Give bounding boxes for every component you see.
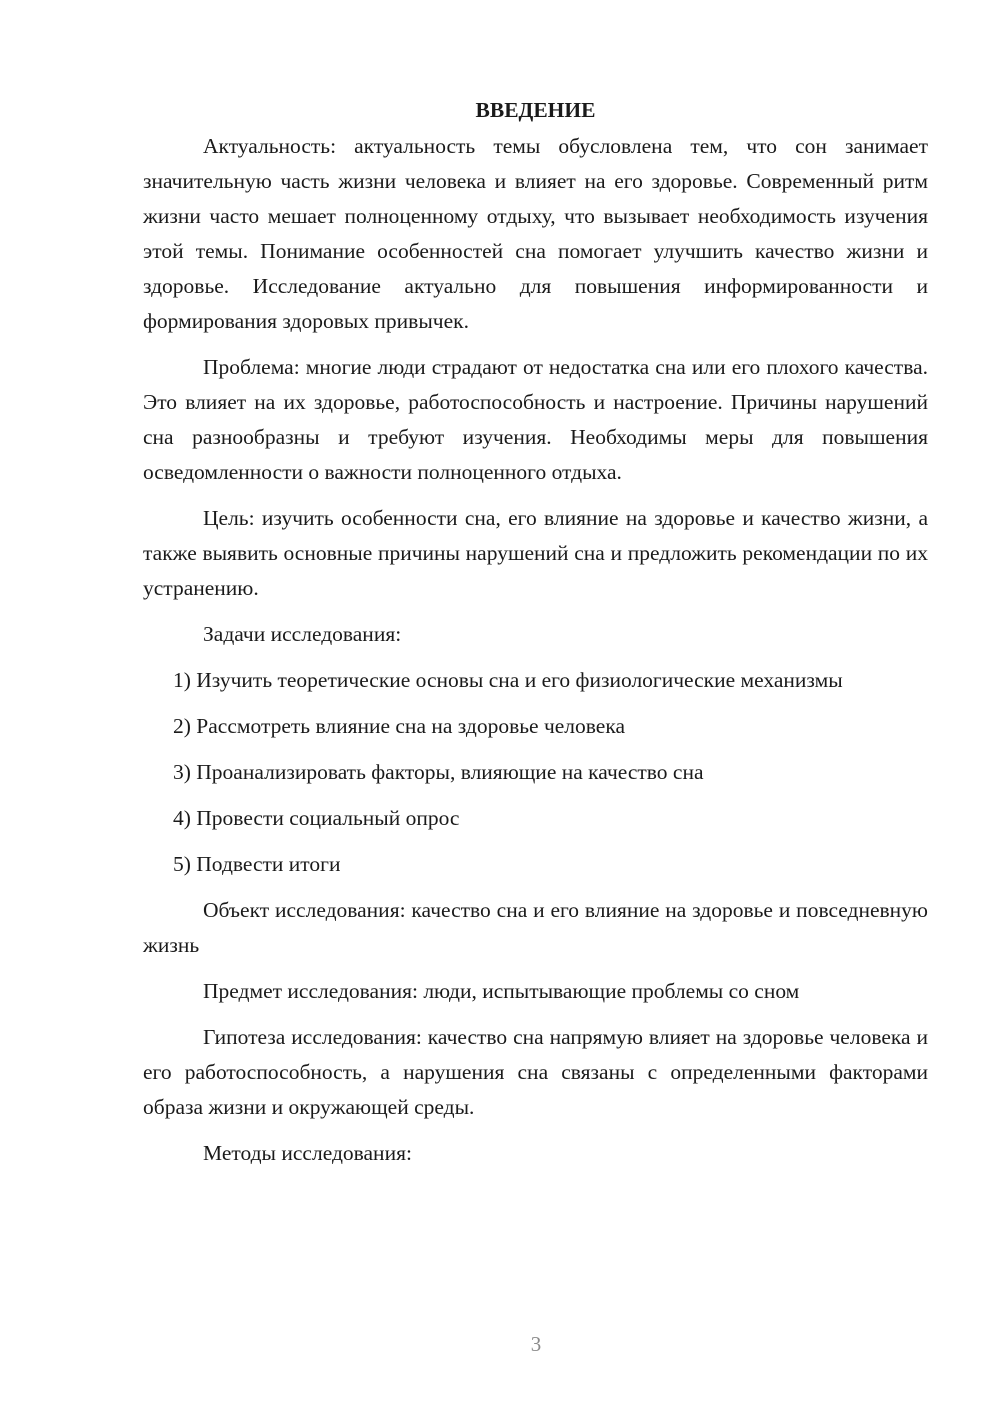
paragraph-relevance: Актуальность: актуальность темы обусловлена тем, что сон занимает значительную часть жизни человека и влияет на его здоровье. Современный ритм жизни часто мешает полноценному отдыху, что вызывает необходимость изучения этой темы. Понимание особенностей сна помогает улучшить качество жизни и здоровье. Исследование актуально для повышения информированности и формирования здоровых привычек. bbox=[143, 134, 928, 333]
task-item: 5) Подвести итоги bbox=[173, 852, 341, 876]
paragraph-hypothesis: Гипотеза исследования: качество сна напрямую влияет на здоровье человека и его работоспособность, а нарушения сна связаны с определенными факторами образа жизни и окружающей среды. bbox=[143, 1025, 928, 1119]
document-page bbox=[143, 92, 928, 1182]
task-item: 4) Провести социальный опрос bbox=[173, 806, 460, 830]
paragraph-subject: Предмет исследования: люди, испытывающие проблемы со сном bbox=[203, 979, 800, 1003]
paragraph-problem: Проблема: многие люди страдают от недостатка сна или его плохого качества. Это влияет на их здоровье, работоспособность и настроение. Причины нарушений сна разнообразны и требуют изучения. Необходимы меры для повышения осведомленности о важности полноценного отдыха. bbox=[143, 355, 928, 484]
task-item: 1) Изучить теоретические основы сна и его физиологические механизмы bbox=[173, 668, 843, 692]
paragraph-methods: Методы исследования: bbox=[203, 1141, 412, 1165]
task-item: 3) Проанализировать факторы, влияющие на качество сна bbox=[173, 760, 704, 784]
task-item: 2) Рассмотреть влияние сна на здоровье человека bbox=[173, 714, 626, 738]
paragraph-goal: Цель: изучить особенности сна, его влияние на здоровье и качество жизни, а также выявить основные причины нарушений сна и предложить рекомендации по их устранению. bbox=[143, 506, 928, 600]
page-number: 3 bbox=[530, 1332, 542, 1356]
section-title: ВВЕДЕНИЕ bbox=[475, 98, 596, 122]
paragraph-tasks-heading: Задачи исследования: bbox=[203, 622, 402, 646]
paragraph-object: Объект исследования: качество сна и его влияние на здоровье и повседневную жизнь bbox=[143, 898, 928, 957]
